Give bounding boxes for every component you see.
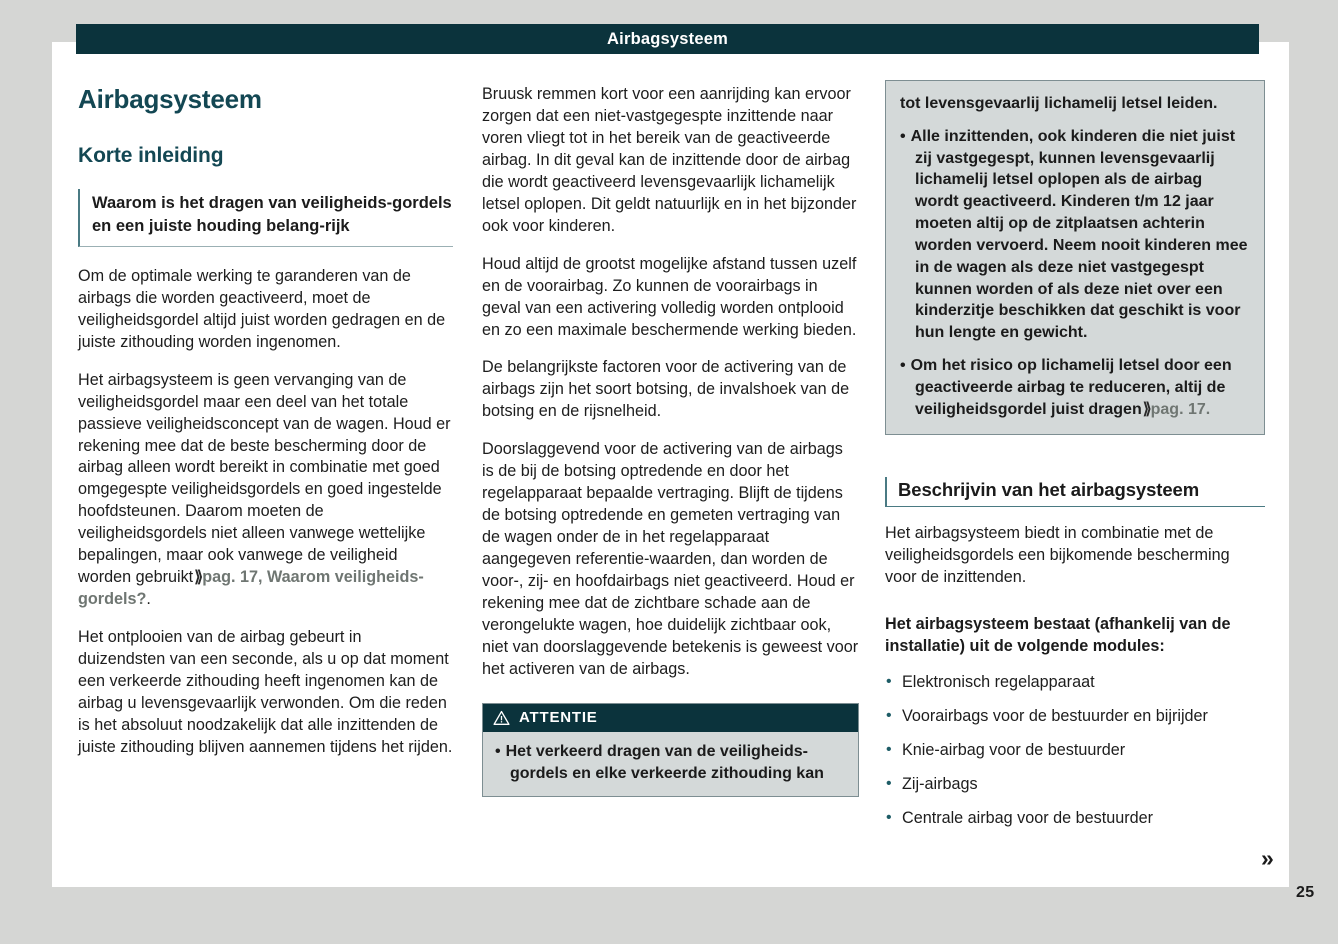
list-item-label: Voorairbags voor de bestuurder en bijrijder [902, 706, 1208, 725]
list-item-label: Knie-airbag voor de bestuurder [902, 740, 1126, 759]
warning-continued-item-2 [900, 126, 1250, 344]
chapter-title: Airbagsysteem [78, 84, 262, 114]
xref-arrow-icon[interactable]: ⟫ [194, 568, 202, 587]
column-middle [482, 72, 859, 797]
warning-continued-item-3 [900, 355, 1250, 420]
paragraph-left-3: Het ontplooien van de airbag gebeurt in duizendsten van een seconde, als u op dat moment een verkeerde zithouding heeft ingenomen kan de airbag u levensgevaarlijk verwonden. Om die reden is het absoluut noodzakelijk dat alle inzittenden de juiste zithouding blijven aannemen tijdens het rijden. [78, 628, 453, 756]
list-item [885, 774, 1265, 795]
attentie-callout-label: ATTENTIE [519, 709, 598, 727]
list-item-label: Centrale airbag voor de bestuurder [902, 808, 1154, 827]
running-header-title: Airbagsysteem [607, 29, 728, 48]
module-list [885, 672, 1265, 829]
attentie-item-text: Het verkeerd dragen van de veiligheids-gordels en elke verkeerde zithouding kan [505, 742, 824, 782]
warning-continued-fragment: tot levensgevaarlij lichamelij letsel leiden. [900, 95, 1218, 112]
warning-continued-item-3-text: Om het risico op lichamelij letsel door een geactiveerde airbag te reduceren, altij de veiligheidsgordel juist dragen [910, 357, 1232, 418]
attentie-callout-header [483, 704, 858, 732]
attentie-callout [482, 703, 859, 797]
attentie-callout-item [495, 741, 846, 785]
list-bullet-icon: • [886, 808, 892, 826]
list-item [885, 706, 1265, 727]
warning-triangle-icon [493, 710, 510, 726]
paragraph-mid-3: De belangrijkste factoren voor de activering van de airbags zijn het soort botsing, de invalshoek van de botsing en de rijsnelheid. [482, 358, 850, 421]
paragraph-right-intro: Het airbagsysteem biedt in combinatie met de veiligheidsgordels een bijkomende bescherming voor de inzittenden. [885, 523, 1230, 586]
paragraph-left-2-text: Het airbagsysteem is geen vervanging van de veiligheidsgordel maar een deel van het totale passieve veiligheidsconcept van de wagen. Houd er rekening mee dat de beste bescherming door de airbag alleen wordt bereikt in combinatie met goed omgegespte veiligheidsgordels en goed ingestelde hoofdsteunen. Daarom moeten de veiligheidsgordels niet alleen vanwege wettelijke bepalingen, maar ook vanwege de veiligheid worden gebruikt [78, 370, 451, 587]
subheading-block [78, 189, 453, 247]
page-columns [78, 72, 1265, 884]
warning-bullet-icon-2: • [900, 127, 906, 145]
list-item-label: Elektronisch regelapparaat [902, 672, 1095, 691]
list-item [885, 672, 1265, 693]
paragraph-left-2 [78, 370, 453, 611]
list-bullet-icon: • [886, 706, 892, 724]
list-item-label: Zij-airbags [902, 774, 978, 793]
warning-continued-item-2-text: Alle inzittenden, ook kinderen die niet juist zij vastgegespt, kunnen levensgevaarlij lichamelij letsel oplopen als de airbag wordt geactiveerd. Kinderen t/m 12 jaar moeten altij op de zitplaatsen achterin worden vervoerd. Neem nooit kinderen mee in de wagen als deze niet vastgegespt kunnen worden of als deze niet over een kinderzitje beschikken dat geschikt is voor hun lengte en gewicht. [910, 127, 1248, 342]
module-list-lead: Het airbagsysteem bestaat (afhankelij van de installatie) uit de volgende modules: [885, 615, 1231, 656]
right-section-heading-text: Beschrijvin van het airbagsysteem [898, 478, 1200, 500]
subheading-text: Waarom is het dragen van veiligheids-gordels en een juiste houding belang-rijk [92, 194, 452, 236]
running-header-bar [76, 24, 1259, 54]
list-item [885, 740, 1265, 761]
warning-xref-arrow-icon[interactable]: ⟫ [1142, 400, 1150, 418]
paragraph-mid-1: Bruusk remmen kort voor een aanrijding kan ervoor zorgen dat een niet-vastgegespte inzittende naar voren vliegt tot in het bereik van de geactiveerde airbag. In dit geval kan de inzittende door de airbag die wordt geactiveerd levensgevaarlijk lichamelijk letsel oplopen. Dit geldt natuurlijk en in het bijzonder ook voor kinderen. [482, 85, 857, 235]
warning-callout-continued [885, 80, 1265, 435]
paragraph-mid-4: Doorslaggevend voor de activering van de airbags is de bij de botsing optredende en door het regelapparaat bepaalde vertraging. Blijft de tijdens de botsing optredende en gemeten vertraging van de wagen onder de in het regelapparaat aangegeven referentie-waarden, dan worden de voor-, zij- en hoofdairbags niet geactiveerd. Houd er rekening mee dat de zichtbare schade aan de verongelukte wagen, hoe duidelijk zichtbaar ook, niet van doorslaggevende betekenis is geweest voor het activeren van de airbags. [482, 440, 859, 678]
xref-link-pag-17[interactable]: pag. 17, Waarom veiligheids-gordels? [78, 568, 424, 609]
paragraph-left-1: Om de optimale werking te garanderen van de airbags die worden geactiveerd, moet de veiligheidsgordel altijd juist worden gedragen en de juiste zithouding worden ingenomen. [78, 266, 446, 351]
warning-bullet-icon-3: • [900, 357, 906, 375]
attentie-bullet-icon: • [495, 742, 501, 760]
column-left [78, 72, 453, 759]
paragraph-mid-2: Houd altijd de grootst mogelijke afstand tussen uzelf en de voorairbag. Zo kunnen de voorairbags in geval van een activering volledig worden ontplooid en zo een maximale beschermende werking bieden. [482, 254, 857, 339]
section-title-korte-inleiding: Korte inleiding [78, 144, 224, 167]
warning-xref-link-pag-17[interactable]: pag. 17. [1150, 400, 1211, 418]
page-number: 25 [1296, 884, 1315, 901]
list-item [885, 808, 1265, 829]
continuation-marker-icon: » [1261, 845, 1271, 871]
xref-trailing-period: . [146, 590, 151, 609]
column-right [885, 72, 1265, 842]
list-bullet-icon: • [886, 672, 892, 690]
list-bullet-icon: • [886, 774, 892, 792]
right-section-heading-block [885, 477, 1265, 507]
list-bullet-icon: • [886, 740, 892, 758]
attentie-callout-body [483, 732, 858, 796]
